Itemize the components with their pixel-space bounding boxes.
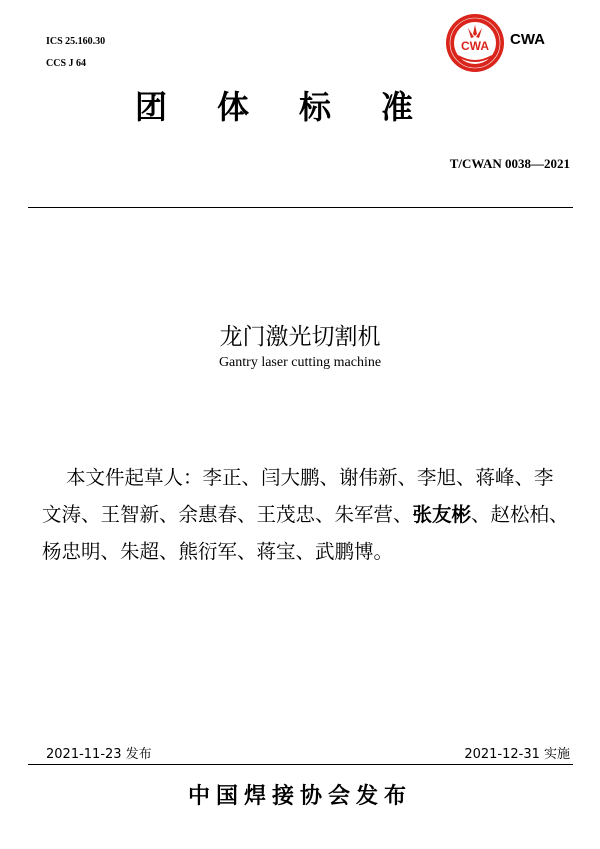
standard-number: T/CWAN 0038—2021 bbox=[449, 156, 570, 171]
ics-code: ICS 25.160.30 bbox=[46, 36, 106, 47]
drafters-paragraph bbox=[42, 459, 572, 570]
ccs-code: CCS J 64 bbox=[46, 58, 87, 69]
bottom-divider bbox=[28, 764, 573, 765]
drafters-prefix: 本文件起草人： bbox=[66, 466, 203, 489]
logo-badge-text: CWA bbox=[461, 39, 489, 53]
publisher: 中国焊接协会发布 bbox=[187, 784, 412, 809]
drafters-names-2: 、赵松柏、杨忠明、朱超、熊衍军、蒋宝、武鹏博。 bbox=[42, 503, 569, 563]
logo-label: CWA bbox=[510, 31, 545, 48]
publish-date: 2021-11-23 发布 bbox=[46, 747, 152, 762]
drafters-names-1: 李正、闫大鹏、谢伟新、李旭、蒋峰、李文涛、王智新、余惠春、王茂忠、朱军营、 bbox=[42, 466, 554, 526]
title-english: Gantry laser cutting machine bbox=[218, 355, 382, 370]
classification-codes bbox=[46, 31, 105, 75]
cwa-logo bbox=[444, 12, 506, 74]
standard-type: 团体标准 bbox=[135, 88, 464, 126]
drafters-name-bold: 张友彬 bbox=[412, 503, 472, 526]
implement-date: 2021-12-31 实施 bbox=[464, 747, 570, 762]
top-divider bbox=[28, 207, 573, 208]
title-chinese: 龙门激光切割机 bbox=[219, 324, 381, 350]
